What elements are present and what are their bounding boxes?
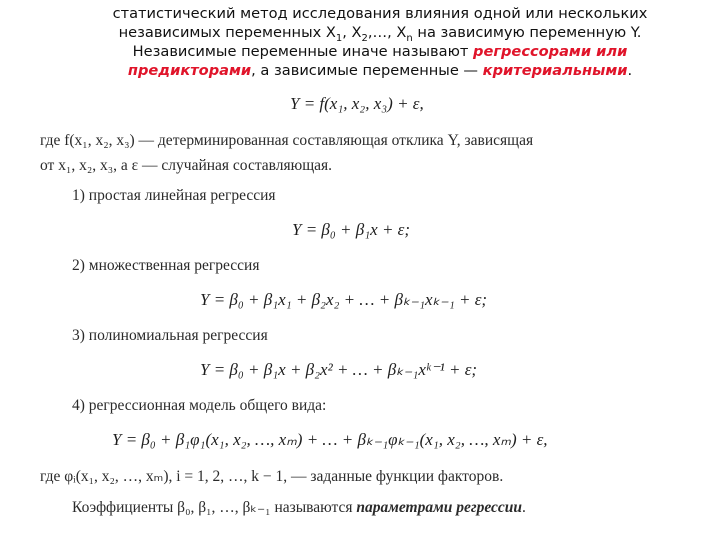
term-predictors: предикторами bbox=[127, 62, 252, 79]
formula-1: Y = β₀ + β₁x + ε; bbox=[292, 220, 411, 239]
intro-text: . bbox=[627, 62, 633, 79]
item-label-1: 1) простая линейная регрессия bbox=[72, 187, 276, 204]
intro-text: на зависимую переменную Y. bbox=[412, 24, 642, 41]
formula-3: Y = β₀ + β₁x + β₂x² + … + βₖ₋₁xᵏ⁻¹ + ε; bbox=[200, 360, 478, 379]
intro-text: независимых переменных X bbox=[118, 24, 336, 41]
formula-main: Y = f(x₁, x₂, x₃) + ε, bbox=[290, 94, 424, 113]
where-line-2: от x₁, x₂, x₃, а ε — случайная составляющая. bbox=[40, 157, 333, 174]
where-line-3: где φᵢ(x₁, x₂, …, xₘ), i = 1, 2, …, k − 1, — заданные функции факторов. bbox=[40, 468, 504, 485]
intro-line-1: статистический метод исследования влияния одной или нескольких bbox=[112, 5, 648, 22]
item-label-3: 3) полиномиальная регрессия bbox=[72, 327, 268, 344]
intro-text: Независимые переменные иначе называют bbox=[132, 43, 473, 60]
subscript: 1 bbox=[335, 32, 343, 44]
intro-text: , X bbox=[342, 24, 362, 41]
formula-4: Y = β₀ + β₁φ₁(x₁, x₂, …, xₘ) + … + βₖ₋₁φₖ₋₁(x₁, x₂, …, xₘ) + ε, bbox=[112, 430, 548, 449]
term-regressors: регрессорами или bbox=[473, 43, 628, 60]
coef-text: Коэффициенты β₀, β₁, …, βₖ₋₁ называются bbox=[72, 499, 357, 516]
subscript: n bbox=[406, 32, 413, 44]
intro-line-4 bbox=[60, 61, 700, 80]
intro-line-2 bbox=[60, 23, 700, 42]
intro-text: ,…, X bbox=[367, 24, 407, 41]
term-regression-parameters: параметрами регрессии bbox=[356, 499, 523, 516]
intro-paragraph bbox=[60, 4, 700, 80]
subscript: 2 bbox=[361, 32, 368, 44]
formula-2: Y = β₀ + β₁x₁ + β₂x₂ + … + βₖ₋₁xₖ₋₁ + ε; bbox=[200, 290, 488, 309]
where-line-1: где f(x₁, x₂, x₃) — детерминированная составляющая отклика Y, зависящая bbox=[40, 132, 534, 149]
coefficients-line bbox=[72, 498, 720, 517]
item-label-2: 2) множественная регрессия bbox=[72, 257, 260, 274]
item-label-4: 4) регрессионная модель общего вида: bbox=[72, 397, 327, 414]
intro-text: , а зависимые переменные — bbox=[251, 62, 483, 79]
term-criterial: критериальными bbox=[482, 62, 628, 79]
coef-text: . bbox=[522, 499, 526, 516]
intro-line-3 bbox=[60, 42, 700, 61]
